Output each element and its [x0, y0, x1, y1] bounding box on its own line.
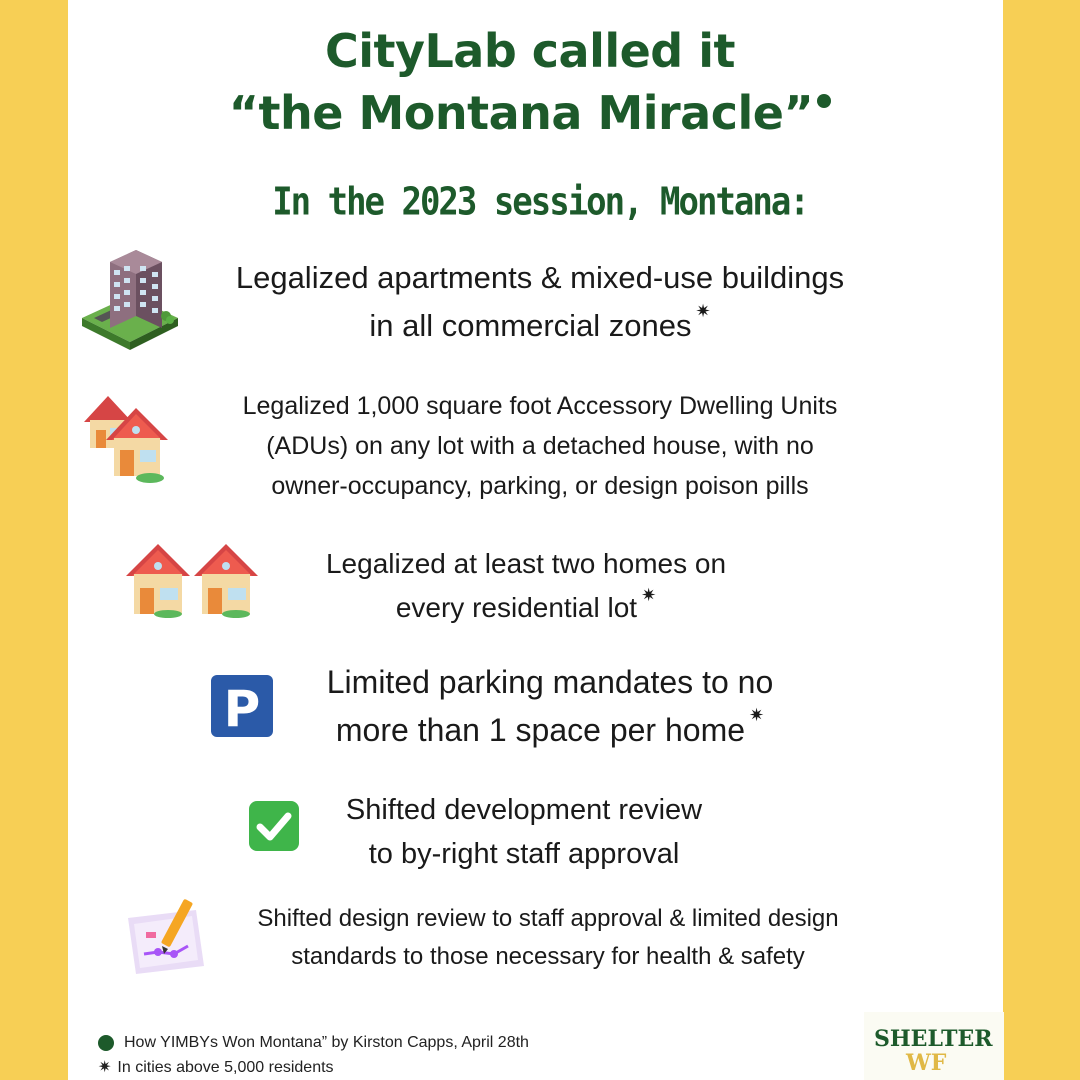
- apartment-building-icon: [80, 246, 180, 350]
- item-line: in all commercial zones ✷: [369, 301, 711, 343]
- footnote-source: How YIMBYs Won Montana” by Kirston Capps, April 28th: [98, 1034, 529, 1052]
- footnote-dot-icon: [98, 1035, 114, 1051]
- footnote-star: ✷ In cities above 5,000 residents: [98, 1059, 334, 1076]
- item-line: Limited parking mandates to no: [326, 664, 774, 700]
- asterisk-icon: ✷: [695, 301, 711, 321]
- item-line: Legalized apartments & mixed-use buildings: [235, 260, 845, 295]
- item-line: Legalized 1,000 square foot Accessory Dwelling Units: [242, 392, 838, 420]
- logo-text-bottom: WF: [906, 1050, 947, 1076]
- item-line: Shifted development review: [345, 794, 703, 826]
- item-line: every residential lot ✷: [395, 585, 657, 623]
- asterisk-icon: ✷: [98, 1059, 112, 1076]
- check-mark-icon: [248, 800, 300, 852]
- footnote-dot-marker: [817, 94, 831, 108]
- page-title-line2: [0, 86, 1070, 140]
- list-item: [290, 658, 810, 754]
- list-item: [170, 386, 910, 506]
- houses-icon: [80, 392, 174, 484]
- shelter-wf-logo: [864, 1012, 1004, 1080]
- item-line: Legalized at least two homes on: [325, 548, 727, 579]
- section-subtitle: In the 2023 session, Montana:: [272, 179, 808, 225]
- list-item: [314, 788, 734, 876]
- logo-text-top: SHELTER: [874, 1026, 993, 1052]
- asterisk-icon: ✷: [641, 585, 657, 605]
- item-line: to by-right staff approval: [368, 838, 680, 870]
- item-line: (ADUs) on any lot with a detached house, with no: [266, 432, 814, 460]
- page-title-line1: CityLab called it: [324, 24, 736, 78]
- list-item: [170, 254, 910, 350]
- parking-sign-icon: [210, 674, 274, 738]
- item-line: owner-occupancy, parking, or design poison pills: [271, 472, 809, 500]
- asterisk-icon: ✷: [749, 705, 765, 725]
- page-title-quote: “the Montana Miracle”: [228, 86, 814, 140]
- svg-text:P: P: [223, 680, 261, 738]
- design-plan-icon: [124, 894, 206, 976]
- item-line: standards to those necessary for health & safety: [291, 943, 805, 970]
- list-item: [210, 900, 886, 976]
- item-line: more than 1 space per home ✷: [335, 705, 765, 748]
- item-line: Shifted design review to staff approval & limited design: [257, 905, 839, 932]
- two-houses-icon: [124, 540, 262, 618]
- list-item: [278, 542, 774, 630]
